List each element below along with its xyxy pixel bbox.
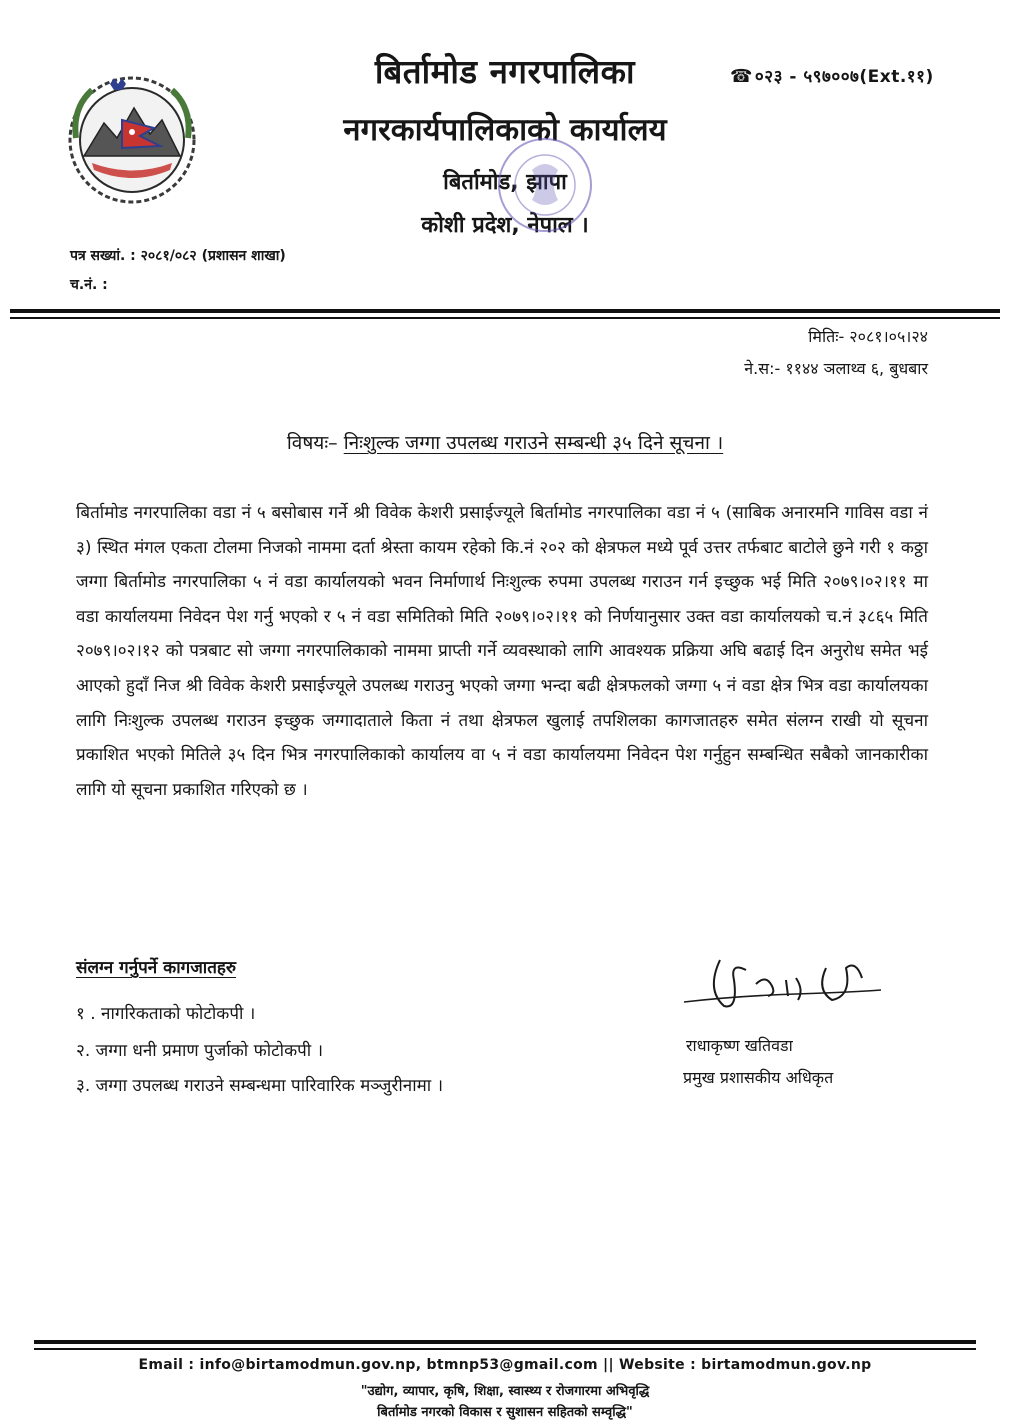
signatory-name: राधाकृष्ण खतिवडा (686, 1036, 793, 1055)
header-divider (10, 309, 1000, 313)
notice-body: बिर्तामोड नगरपालिका वडा नं ५ बसोबास गर्ने श्री विवेक केशरी प्रसाईज्यूले बिर्तामोड नगरपालिका वडा नं ५ (साबिक अनारमनि गाविस वडा नं ३) स्थित मंगल एकता टोलमा निजको नाममा दर्ता श्रेस्ता कायम रहेको कि.नं २०२ को क्षेत्रफल मध्ये पूर्व उत्तर तर्फबाट बाटोले छुने गरी १ कठ्ठा जग्गा बिर्तामोड नगरपालिका ५ नं वडा कार्यालयको भवन निर्माणार्थ निःशुल्क रुपमा उपलब्ध गराउन गर्न इच्छुक भई मिति २०७९।०२।११ मा वडा कार्यालयमा निवेदन पेश गर्नु भएको र ५ नं वडा समितिको मिति २०७९।०२।११ को निर्णयानुसार उक्त वडा कार्यालयको च.नं ३८६५ मिति २०७९।०२।१२ को पत्रबाट सो जग्गा नगरपालिकाको नाममा प्राप्ती गर्ने व्यवस्थाको लागि आवश्यक प्रक्रिया अघि बढाई दिन अनुरोध समेत भई आएको हुदाँ निज श्री विवेक केशरी प्रसाईज्यूले उपलब्ध गराउनु भएको जग्गा भन्दा बढी क्षेत्रफलको जग्गा ५ नं वडा क्षेत्र भित्र वडा कार्यालयका लागि निःशुल्क उपलब्ध गराउन इच्छुक जग्गादाताले किता नं तथा क्षेत्रफल खुलाई तपशिलका कागजातहरु समेत संलग्न राखी यो सूचना प्रकाशित भएको मितिले ३५ दिन भित्र नगरपालिकाको कार्यालय वा ५ नं वडा कार्यालयमा निवेदन पेश गर्नुहुन सम्बन्धित सबैको जानकारीका लागि यो सूचना प्रकाशित गरिएको छ । (76, 503, 928, 800)
office-province: कोशी प्रदेश, नेपाल । (421, 213, 589, 238)
attachment-item: १ . नागरिकताको फोटोकपी । (76, 1004, 256, 1024)
office-place: बिर्तामोड, झापा (443, 170, 567, 195)
phone-number-block (730, 64, 934, 87)
subject-prefix: विषयः– (286, 432, 344, 454)
dispatch-number: च.नं. : (70, 277, 108, 293)
letter-number: पत्र सख्यां. : २०८१/०८२ (प्रशासन शाखा) (70, 248, 286, 264)
subject-line (0, 429, 1010, 455)
office-name: नगरकार्यपालिकाको कार्यालय (343, 112, 667, 148)
telephone-icon: ☎ (730, 66, 753, 87)
office-stamp-icon (490, 130, 600, 240)
footer-divider (34, 1340, 976, 1344)
subject-text: निःशुल्क जग्गा उपलब्ध गराउने सम्बन्धी ३५ दिने सूचना । (343, 432, 724, 454)
signatory-title: प्रमुख प्रशासकीय अधिकृत (683, 1068, 834, 1087)
municipality-name: बिर्तामोड नगरपालिका (374, 52, 636, 91)
attachments-heading: संलग्न गर्नुपर्ने कागजातहरु (76, 958, 237, 978)
footer-contact: Email : info@birtamodmun.gov.np, btmnp53@gmail.com || Website : birtamodmun.gov.np (138, 1357, 872, 1373)
footer-slogan-line2: बिर्तामोड नगरको विकास र सुशासन सहितको सम्वृद्धि" (377, 1405, 633, 1420)
footer-slogan-line1: "उद्योग, व्यापार, कृषि, शिक्षा, स्वास्थ्य र रोजगारमा अभिवृद्धि (360, 1384, 650, 1399)
footer-divider-thin (34, 1348, 976, 1350)
attachment-item: २. जग्गा धनी प्रमाण पुर्जाको फोटोकपी । (76, 1041, 324, 1061)
signature-icon (676, 950, 886, 1030)
nepal-sambat-date: ने.स:- ११४४ ञलाथ्व ६, बुधबार (744, 359, 928, 378)
letter-date: मितिः- २०८१।०५।२४ (808, 327, 928, 346)
header-divider-thin (10, 317, 1000, 319)
attachment-item: ३. जग्गा उपलब्ध गराउने सम्बन्धमा पारिवारिक मञ्जुरीनामा । (76, 1076, 444, 1096)
phone-number: ०२३ - ५९७००७(Ext.११) (754, 67, 934, 87)
